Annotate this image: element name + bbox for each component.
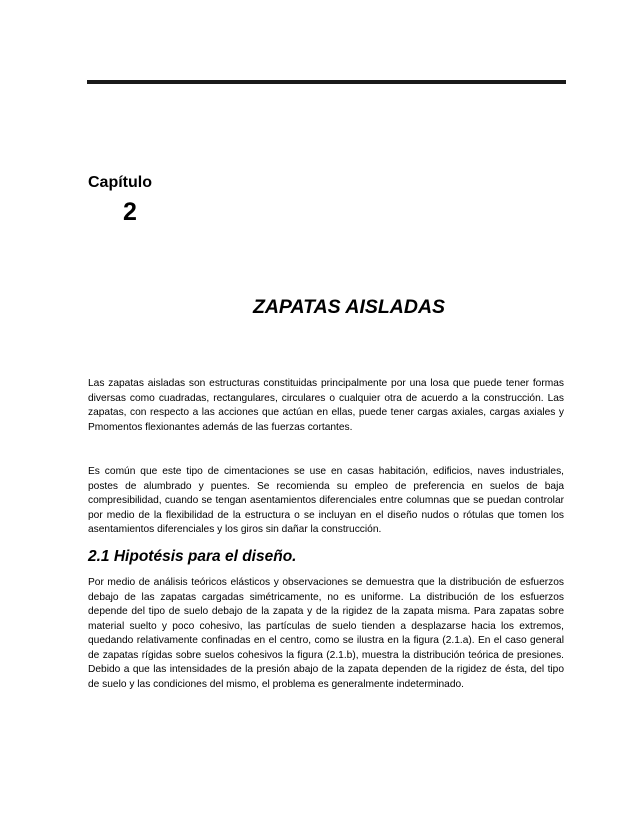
chapter-title: ZAPATAS AISLADAS — [252, 296, 446, 318]
section-paragraph: Por medio de análisis teóricos elásticos y observaciones se demuestra que la distribución de esfuerzos debajo de las zapatas cargadas simétricamente, no es uniforme. La distribución de los esfuerzos depende del tipo de suelo debajo de la zapata y de la rigidez de la zapata misma. Para zapatas sobre material suelto y poco cohesivo, las partículas de suelo tienden a desplazarse hacia los extremos, quedando relativamente confinadas en el centro, como se ilustra en la figura (2.1.a). En el caso general de zapatas rígidas sobre suelos cohesivos la figura (2.1.b), muestra la distribución teórica de presiones. Debido a que las intensidades de la presión abajo de la zapata dependen de la rigidez de ésta, del tipo de suelo y las condiciones del mismo, el problema es generalmente indeterminado. — [88, 577, 564, 690]
intro-paragraph: Las zapatas aisladas son estructuras constituidas principalmente por una losa que puede tener formas diversas como cuadradas, rectangulares, circulares o cualquier otra de acuerdo a la construcción. Las zapatas, con respecto a las acciones que actúan en ellas, puede tener cargas axiales, cargas axiales y Pmomentos flexionantes además de las fuerzas cortantes. — [88, 378, 564, 433]
section-heading: 2.1 Hipotésis para el diseño. — [88, 548, 297, 565]
chapter-label: Capítulo — [88, 174, 152, 191]
header-rule — [87, 80, 566, 84]
chapter-number: 2 — [123, 198, 137, 226]
usage-paragraph: Es común que este tipo de cimentaciones se use en casas habitación, edificios, naves industriales, postes de alumbrado y puentes. Se recomienda su empleo de preferencia en suelos de baja compresibilidad, cuando se tengan asentamientos diferenciales entre columnas que se puedan controlar por medio de la flexibilidad de la estructura o se incluyan en el diseño nudos o rótulas que tomen los asentamientos diferenciales y los giros sin dañar la construcción. — [88, 466, 564, 535]
